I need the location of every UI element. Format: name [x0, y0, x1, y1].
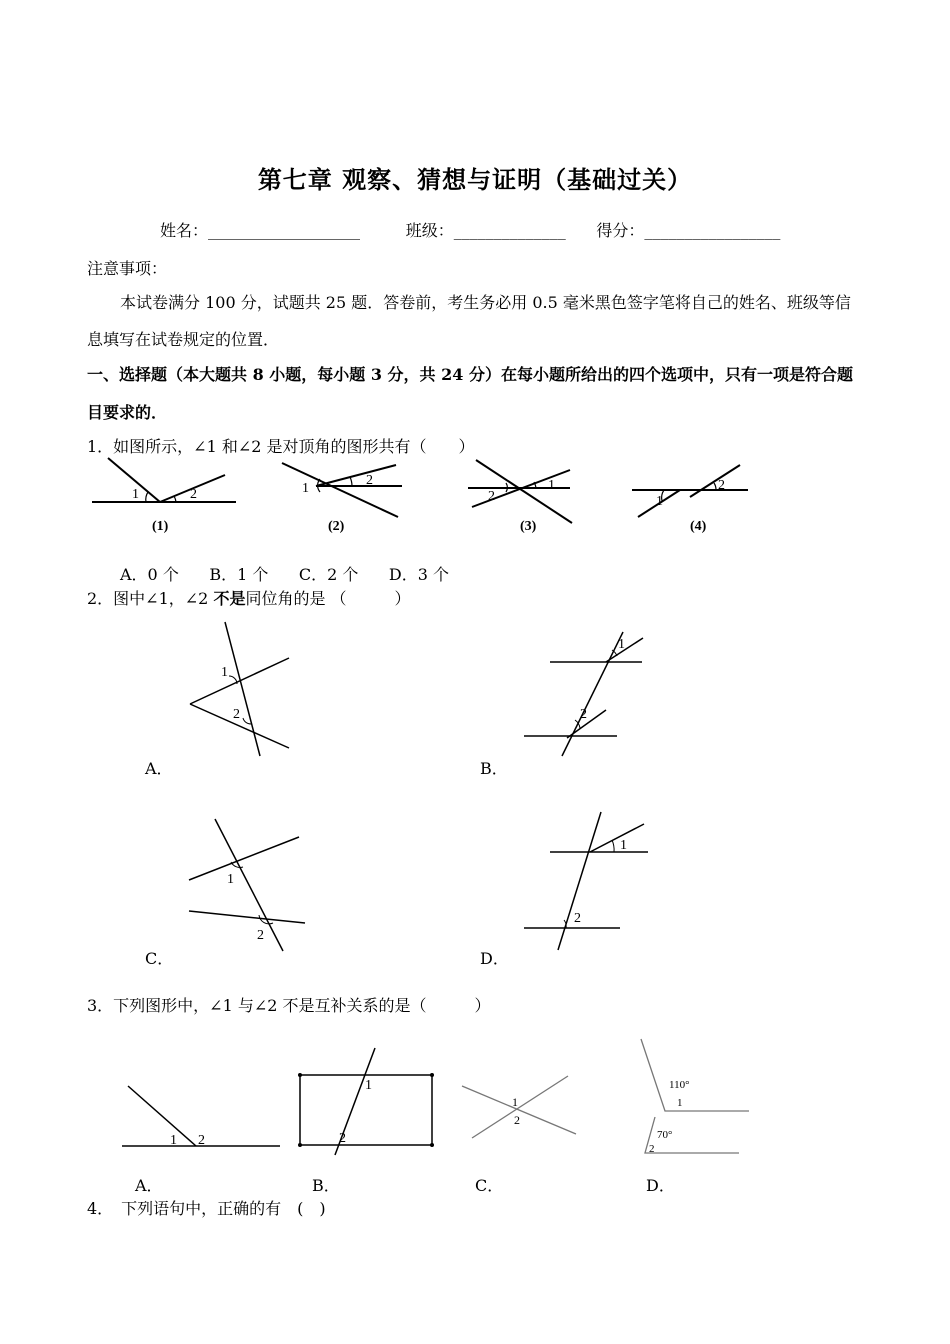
q1-f4-right-line — [690, 465, 740, 497]
q1-f3-angle-2: 2 — [488, 489, 495, 504]
q1-f1-angle-1: 1 — [132, 487, 139, 502]
q3-d-angle-2: 2 — [649, 1143, 655, 1155]
q1-f2-angle-1: 1 — [302, 481, 309, 496]
section-1-heading: 一、选择题（本大题共 8 小题，每小题 3 分，共 24 分）在每小题所给出的四个选项中，只有一项是符合题 — [87, 365, 853, 384]
q3-a-angle-1: 1 — [170, 1133, 177, 1148]
q1-f1-arc-1 — [146, 492, 148, 502]
q1-f4-angle-1: 1 — [656, 494, 663, 509]
q2-figure-c — [185, 815, 310, 955]
q1-f2-angle-2: 2 — [366, 473, 373, 488]
q1-figure-3 — [466, 455, 581, 540]
section-1-heading-cont: 目要求的． — [87, 403, 168, 422]
q2-a-angle-1: 1 — [221, 665, 228, 680]
q3-c-angle-1: 1 — [512, 1095, 518, 1109]
q3-b-angle-2: 2 — [339, 1131, 346, 1146]
q1-option-b[interactable]: B．1 个 — [209, 565, 269, 584]
q3-a-angle-2: 2 — [198, 1133, 205, 1148]
q2-figure-b — [520, 628, 650, 763]
q1-f1-angle-2: 2 — [190, 487, 197, 502]
q2-option-b[interactable]: B． — [480, 759, 508, 778]
q1-option-d[interactable]: D．3 个 — [388, 565, 450, 584]
q3-b-angle-1: 1 — [365, 1078, 372, 1093]
q1-f2-caption: (2) — [328, 519, 345, 534]
score-field[interactable]: 得分：_________________ — [596, 221, 781, 240]
q3-c-angle-2: 2 — [514, 1113, 520, 1127]
page-title: 第七章 观察、猜想与证明（基础过关） — [257, 165, 693, 194]
class-field[interactable]: 班级：______________ — [405, 221, 566, 240]
q2-stem-bold: 不是 — [213, 589, 246, 608]
q1-f4-caption: (4) — [690, 519, 707, 534]
q2-option-c[interactable]: C． — [145, 949, 174, 968]
q1-f4-angle-2: 2 — [718, 478, 725, 493]
q3-figure-a — [120, 1080, 285, 1155]
q2-a-angle-2: 2 — [233, 707, 240, 722]
q3-figure-b — [295, 1045, 440, 1160]
q2-option-a[interactable]: A． — [145, 759, 173, 778]
q1-f2-line-c — [316, 465, 396, 486]
question-1-options — [120, 562, 449, 585]
q1-f2-line-a — [282, 463, 398, 517]
question-4-stem: 4． 下列语句中，正确的有 ( ) — [87, 1199, 326, 1218]
q2-figure-d — [520, 808, 655, 958]
q2-c-angle-2: 2 — [257, 928, 264, 943]
q3-d-deg-70: 70° — [657, 1129, 673, 1141]
q3-d-angle-1: 1 — [677, 1097, 683, 1109]
q2-b-angle-2: 2 — [580, 707, 587, 722]
question-1-stem: 1．如图所示，∠1 和∠2 是对顶角的图形共有（ ） — [87, 437, 475, 456]
q3-option-a[interactable]: A． — [135, 1176, 163, 1195]
q1-figure-2 — [278, 455, 408, 540]
question-2-stem — [87, 586, 411, 609]
q3-figure-c — [458, 1072, 583, 1142]
question-3-stem: 3．下列图形中，∠1 与∠2 不是互补关系的是（ ） — [87, 996, 491, 1015]
q1-f1-caption: (1) — [152, 519, 169, 534]
q3-option-c[interactable]: C． — [475, 1176, 504, 1195]
student-info — [160, 218, 780, 241]
q1-option-c[interactable]: C．2 个 — [298, 565, 359, 584]
q2-stem-post: 同位角的是 （ ） — [245, 589, 411, 608]
q1-option-a[interactable]: A．0 个 — [120, 565, 179, 584]
q2-b-angle-1: 1 — [618, 637, 625, 652]
q2-stem-pre: 2．图中∠1，∠2 — [87, 589, 214, 608]
q2-d-angle-1: 1 — [620, 838, 627, 853]
q2-d-angle-2: 2 — [574, 911, 581, 926]
q3-d-deg-110: 110° — [669, 1079, 690, 1091]
notice-heading: 注意事项： — [87, 259, 168, 278]
q2-c-angle-1: 1 — [227, 872, 234, 887]
notice-line-1: 本试卷满分 100 分，试题共 25 题．答卷前，考生务必用 0.5 毫米黑色签字笔将自己的姓名、班级等信 — [120, 293, 851, 312]
q1-figure-1 — [90, 455, 240, 540]
q2-figure-a — [185, 618, 295, 763]
q3-figure-d — [635, 1035, 755, 1160]
notice-line-2: 息填写在试卷规定的位置． — [87, 330, 280, 349]
q1-f3-caption: (3) — [520, 519, 537, 534]
q2-option-d[interactable]: D． — [480, 949, 509, 968]
q1-f4-arc-2 — [714, 483, 716, 490]
name-field[interactable]: 姓名：___________________ — [160, 221, 361, 240]
q1-f3-angle-1: 1 — [548, 478, 555, 493]
q1-f2-arc-2 — [350, 477, 352, 486]
q1-figure-4 — [630, 455, 755, 540]
q3-option-d[interactable]: D． — [646, 1176, 675, 1195]
q3-option-b[interactable]: B． — [312, 1176, 340, 1195]
